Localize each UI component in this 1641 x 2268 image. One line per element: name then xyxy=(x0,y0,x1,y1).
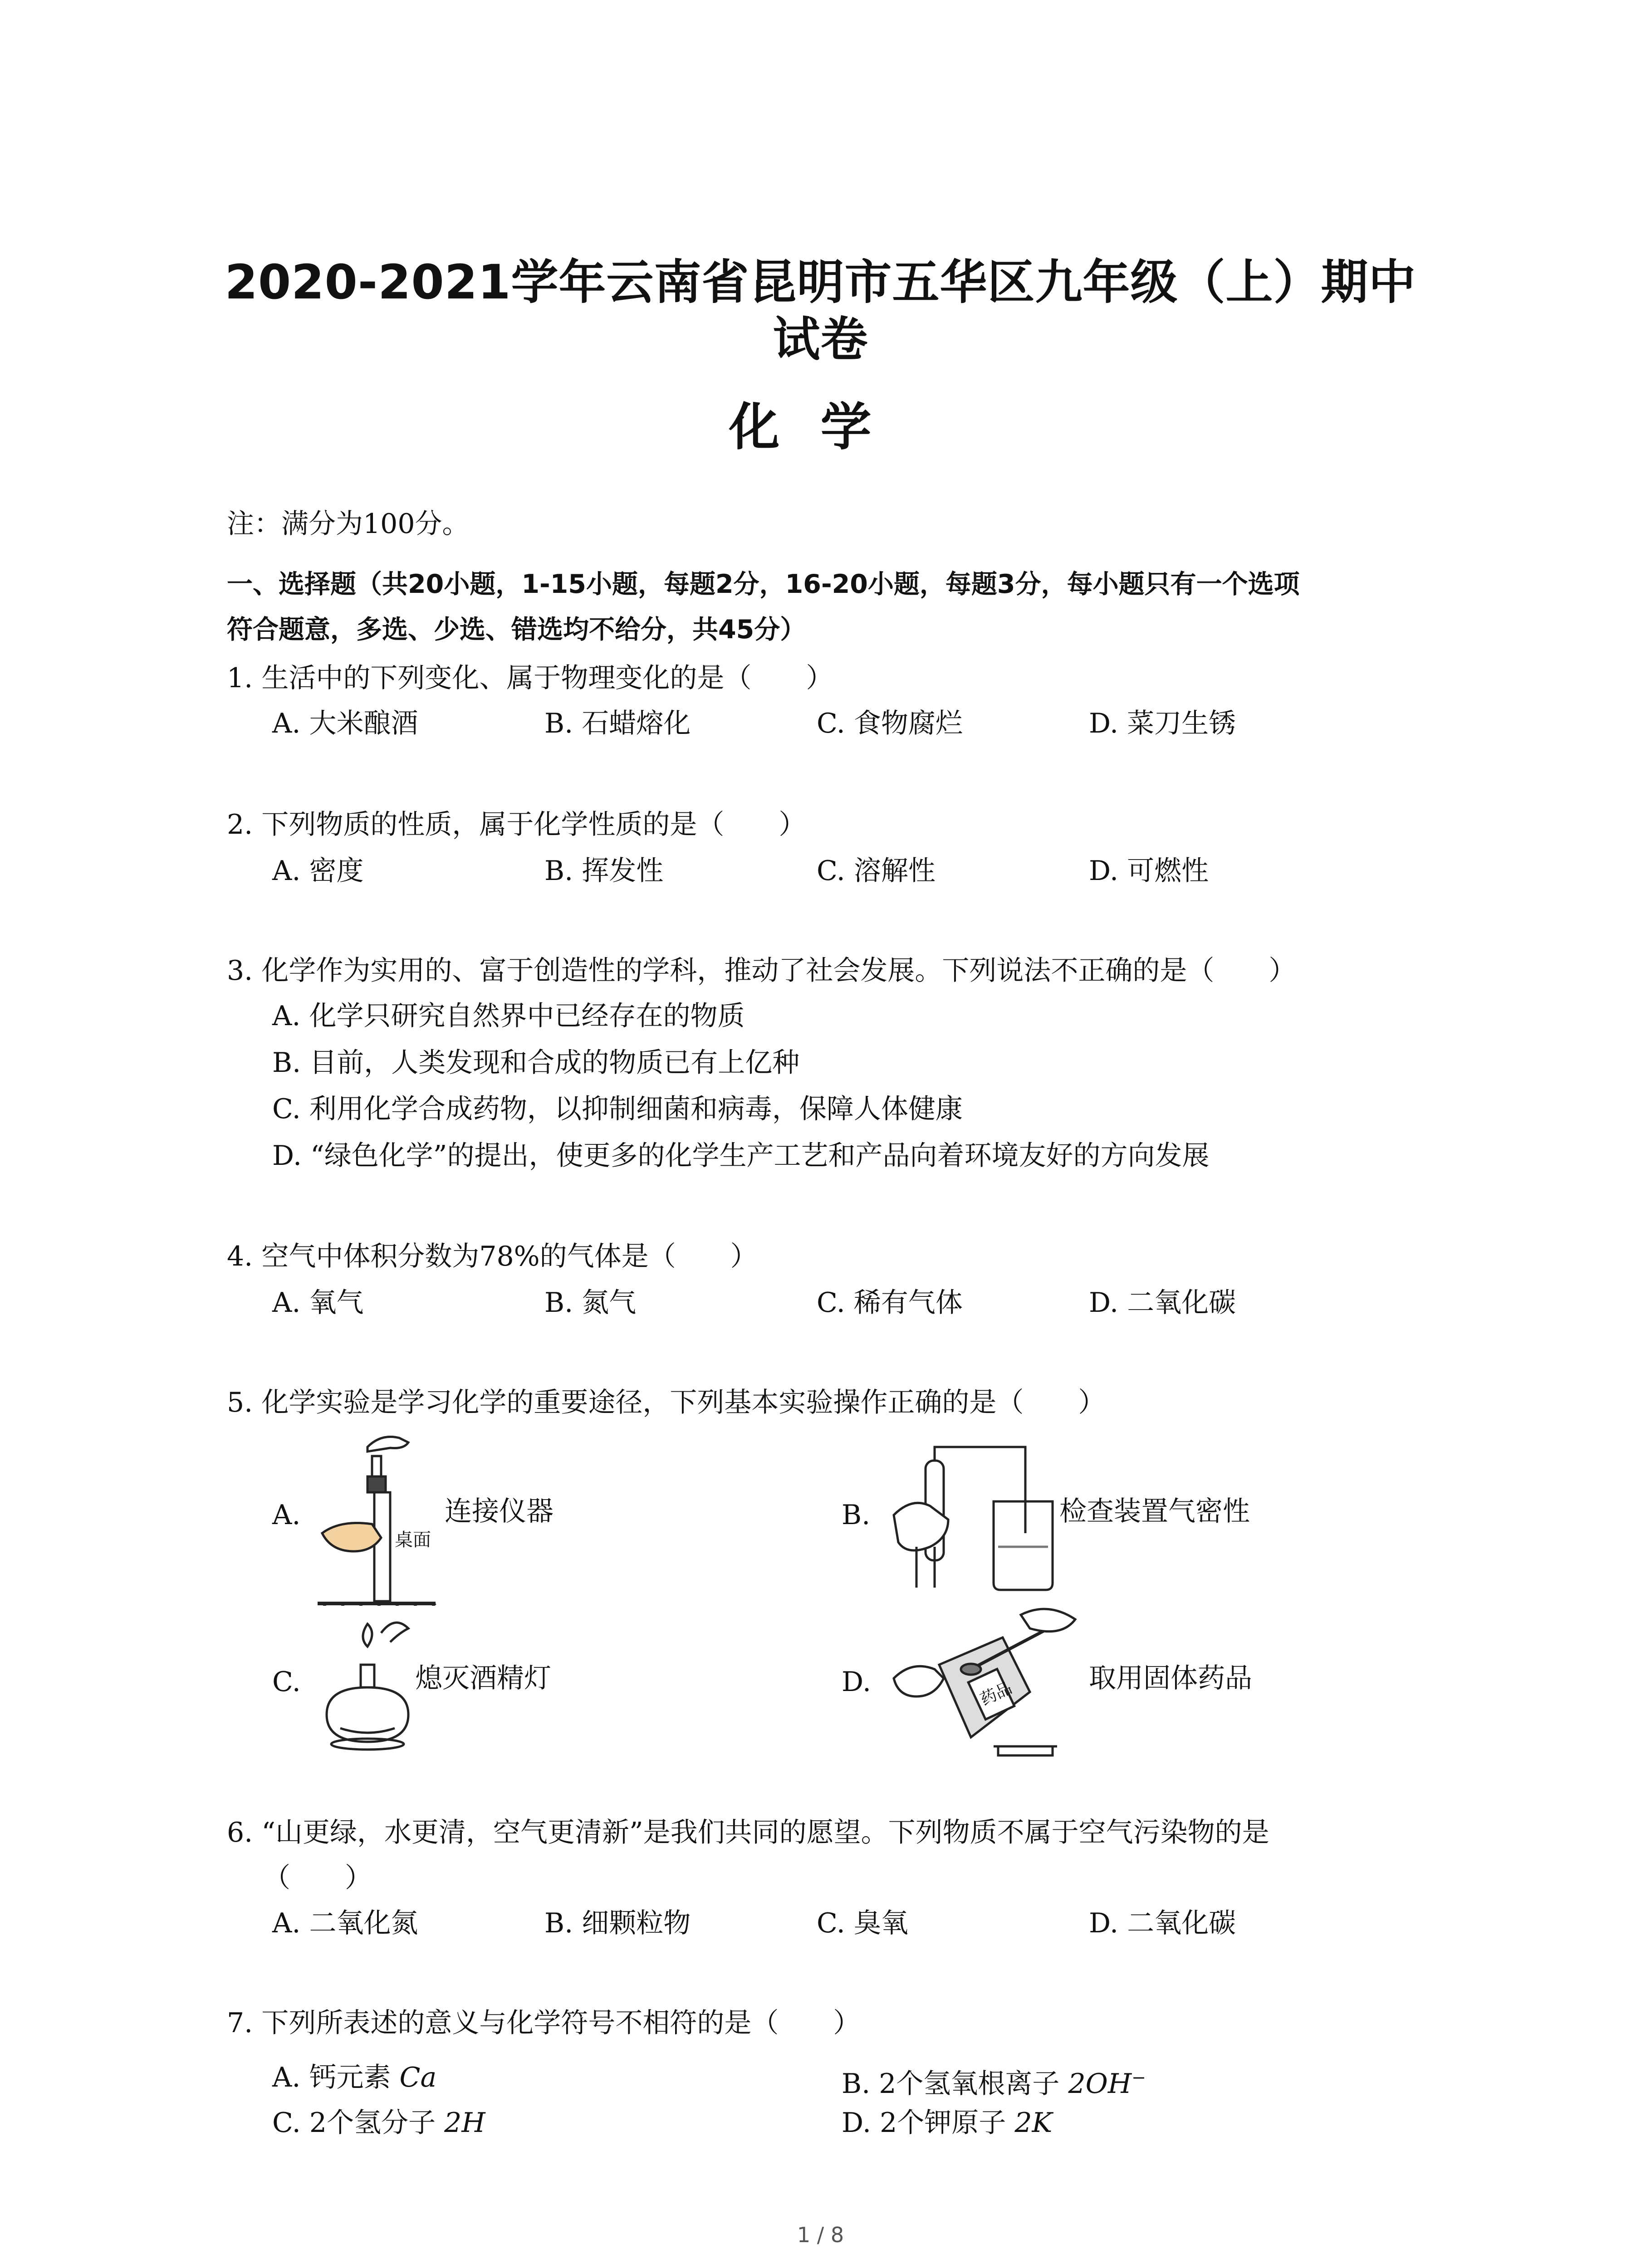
exam-title-line2: 试卷 xyxy=(773,312,868,367)
question-4-option-d: D. 二氧化碳 xyxy=(1089,1287,1236,1319)
question-5-option-d-letter: D. xyxy=(842,1666,872,1698)
question-4-option-c: C. 稀有气体 xyxy=(817,1287,963,1319)
question-6-stem: 6. “山更绿，水更清，空气更清新”是我们共同的愿望。下列物质不属于空气污染物的是 xyxy=(227,1817,1269,1848)
question-2-option-a: A. 密度 xyxy=(272,855,364,887)
question-3-option-d: D. “绿色化学”的提出，使更多的化学生产工艺和产品向着环境友好的方向发展 xyxy=(272,1140,1210,1172)
question-5-option-c-text: 熄灭酒精灯 xyxy=(415,1662,551,1694)
question-7-option-a xyxy=(272,2059,436,2096)
question-6-option-a: A. 二氧化氮 xyxy=(272,1907,418,1939)
question-2-stem: 2. 下列物质的性质，属于化学性质的是（ ） xyxy=(227,809,806,841)
question-7-option-d-text: D. 2个钾原子 xyxy=(842,2107,1015,2139)
question-5-option-d-text: 取用固体药品 xyxy=(1089,1662,1252,1694)
question-1-option-b: B. 石蜡熔化 xyxy=(544,708,691,739)
question-2-option-d: D. 可燃性 xyxy=(1089,855,1209,887)
question-3-option-c: C. 利用化学合成药物，以抑制细菌和病毒，保障人体健康 xyxy=(272,1093,963,1125)
question-1-option-c: C. 食物腐烂 xyxy=(817,708,963,739)
score-note: 注：满分为100分。 xyxy=(227,508,470,540)
question-1-option-d: D. 菜刀生锈 xyxy=(1089,708,1236,739)
question-3-option-b: B. 目前，人类发现和合成的物质已有上亿种 xyxy=(272,1047,800,1079)
question-5-option-a-text: 连接仪器 xyxy=(445,1496,554,1527)
tabletop-label: 桌面 xyxy=(395,1530,431,1550)
alcohol-lamp-figure xyxy=(313,1615,422,1751)
question-1-stem: 1. 生活中的下列变化、属于物理变化的是（ ） xyxy=(227,662,833,694)
question-6-option-d: D. 二氧化碳 xyxy=(1089,1907,1236,1939)
question-3-stem: 3. 化学作为实用的、富于创造性的学科，推动了社会发展。下列说法不正确的是（ ） xyxy=(227,955,1296,987)
connecting-apparatus-figure xyxy=(313,1429,440,1606)
airtightness-check-figure xyxy=(889,1442,1057,1592)
question-7-option-c-text: C. 2个氢分子 xyxy=(272,2107,445,2139)
question-6-option-c: C. 臭氧 xyxy=(817,1907,908,1939)
question-2-option-c: C. 溶解性 xyxy=(817,855,936,887)
reagent-bottle-label: 药品 xyxy=(977,1678,1015,1710)
question-5-option-a-letter: A. xyxy=(272,1499,301,1531)
question-4-option-a: A. 氧气 xyxy=(272,1287,364,1319)
question-6-stem-continued: （ ） xyxy=(263,1862,372,1894)
question-5-option-b-letter: B. xyxy=(842,1499,871,1531)
calcium-symbol: Ca xyxy=(399,2062,437,2093)
question-4-option-b: B. 氮气 xyxy=(544,1287,637,1319)
question-7-option-b xyxy=(842,2059,1146,2102)
potassium-symbol: 2K xyxy=(1014,2107,1053,2139)
question-5-option-b-text: 检查装置气密性 xyxy=(1059,1496,1250,1527)
section-heading-line1: 一、选择题（共20小题，1-15小题，每题2分，16-20小题，每题3分，每小题只有一个选项 xyxy=(227,569,1300,599)
question-5-option-c-letter: C. xyxy=(272,1666,301,1698)
question-7-option-c xyxy=(272,2105,485,2141)
question-7-option-b-text: B. 2个氢氧根离子 xyxy=(842,2068,1068,2100)
question-3-option-a: A. 化学只研究自然界中已经存在的物质 xyxy=(272,1000,745,1032)
question-2-option-b: B. 挥发性 xyxy=(544,855,664,887)
question-7-option-a-text: A. 钙元素 xyxy=(272,2062,400,2093)
question-4-stem: 4. 空气中体积分数为78%的气体是（ ） xyxy=(227,1241,758,1272)
question-1-option-a: A. 大米酿酒 xyxy=(272,708,418,739)
page-number: 1 / 8 xyxy=(797,2223,844,2247)
hydroxide-charge: − xyxy=(1132,2068,1146,2087)
question-7-option-d xyxy=(842,2105,1052,2141)
question-5-stem: 5. 化学实验是学习化学的重要途径，下列基本实验操作正确的是（ ） xyxy=(227,1387,1106,1418)
exam-title-line1: 2020-2021学年云南省昆明市五华区九年级（上）期中 xyxy=(225,254,1416,310)
section-heading-line2: 符合题意，多选、少选、错选均不给分，共45分） xyxy=(227,615,806,645)
hydrogen-molecule-symbol: 2H xyxy=(444,2107,485,2139)
subject-title: 化学 xyxy=(729,398,912,457)
hydroxide-symbol: 2OH xyxy=(1068,2068,1132,2100)
question-6-option-b: B. 细颗粒物 xyxy=(544,1907,691,1939)
question-7-stem: 7. 下列所表述的意义与化学符号不相符的是（ ） xyxy=(227,2007,861,2039)
